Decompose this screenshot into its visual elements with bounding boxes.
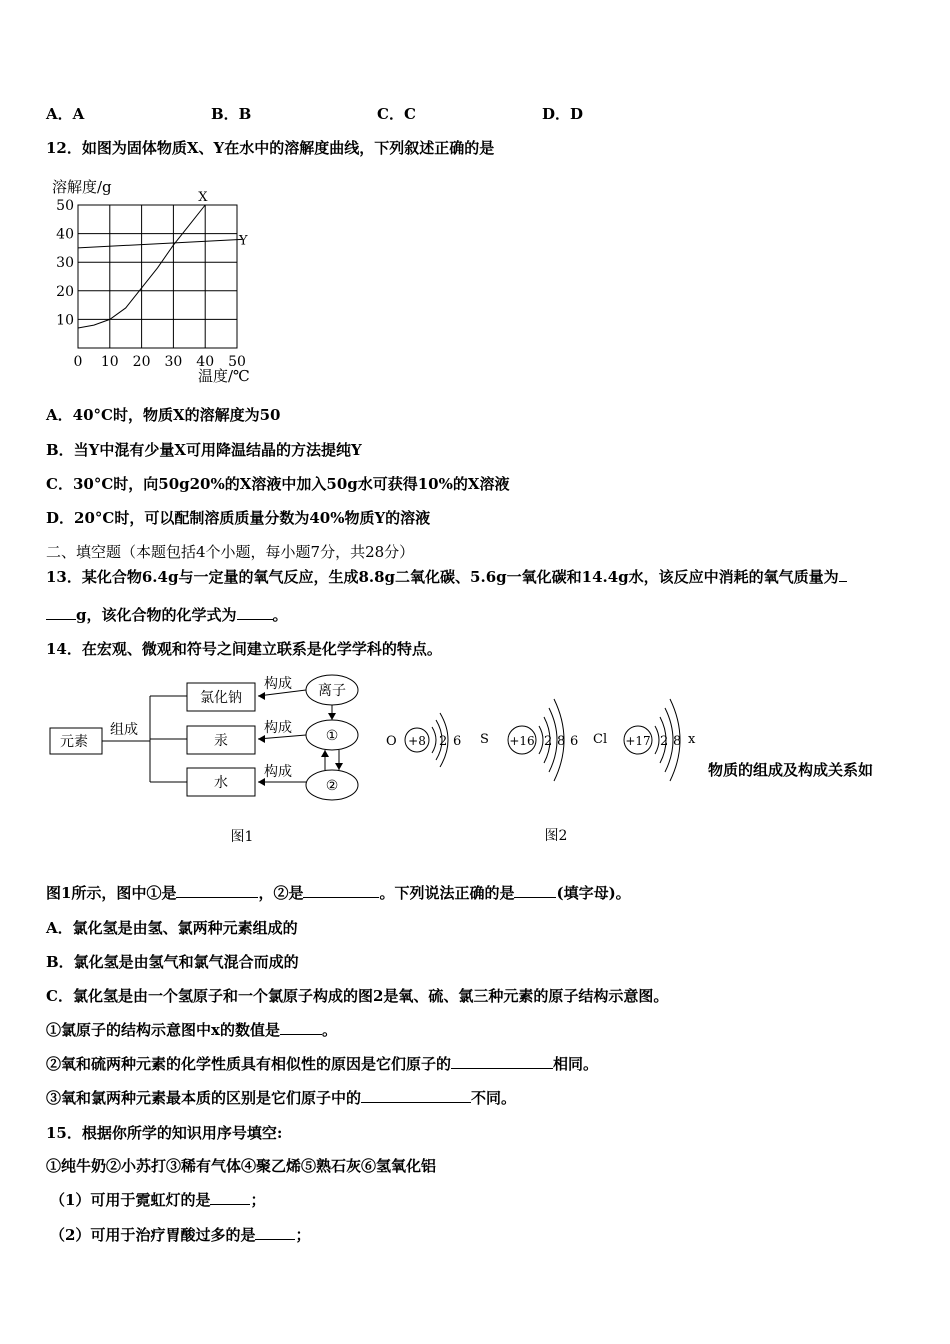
solubility-chart <box>40 172 270 390</box>
q13-text-1: 13．某化合物6.4g与一定量的氧气反应，生成8.8g二氧化碳、5.6g一氧化碳和14.4g水，该反应中消耗的氧气质量为 <box>46 568 839 586</box>
q14-blank-3[interactable] <box>514 883 556 898</box>
figure-1-caption: 图1 <box>230 829 254 845</box>
particle-ion-label: 离子 <box>318 683 346 699</box>
sulfur-shell-2: 8 <box>557 734 566 749</box>
constitute-label-3: 构成 <box>264 764 292 780</box>
q14-sub3-end: 不同。 <box>471 1089 517 1107</box>
x-tick-label: 20 <box>132 354 151 370</box>
option-a: A．A <box>46 105 85 123</box>
constitute-label-1: 构成 <box>264 676 292 692</box>
chlorine-symbol: Cl <box>593 732 608 747</box>
q12-option-a: A．40°C时，物质X的溶解度为50 <box>46 406 281 424</box>
figure-2 <box>370 680 710 850</box>
option-d: D．D <box>542 105 584 123</box>
q13-blank-2[interactable] <box>237 605 273 620</box>
oxygen-symbol: O <box>386 734 397 749</box>
q14-sub2-end: 相同。 <box>553 1055 599 1073</box>
sulfur-shell-1: 2 <box>544 734 553 749</box>
q15-sub-1 <box>50 1189 265 1210</box>
y-tick-label: 10 <box>56 312 74 329</box>
y-tick-label: 20 <box>56 283 74 300</box>
oxygen-shell-2: 6 <box>453 734 462 749</box>
q14-text-d: (填字母)。 <box>556 884 631 902</box>
chart-xlabel: 温度/℃ <box>198 367 250 385</box>
q15-sub2-end: ； <box>295 1226 311 1244</box>
x-tick-label: 30 <box>164 354 183 370</box>
sulfur-nucleus-charge: +16 <box>509 734 535 748</box>
figure-1 <box>46 668 376 848</box>
q14-text-a: 图1所示，图中①是 <box>46 884 177 902</box>
plot-frame <box>78 205 237 348</box>
q14-text-c: 。下列说法正确的是 <box>379 884 515 902</box>
q13-blank-1a[interactable] <box>839 567 847 582</box>
element-label: 元素 <box>60 734 88 750</box>
series-y-label: Y <box>239 233 248 249</box>
x-tick-label: 50 <box>228 354 246 370</box>
q12-option-b: B．当Y中混有少量X可用降温结晶的方法提纯Y <box>46 441 362 459</box>
q14-sub3-text: ③氧和氯两种元素最本质的区别是它们原子中的 <box>46 1089 362 1107</box>
q15-sub2-text: （2）可用于治疗胃酸过多的是 <box>50 1226 256 1244</box>
q14-sub3-blank[interactable] <box>361 1088 471 1103</box>
q15-items: ①纯牛奶②小苏打③稀有气体④聚乙烯⑤熟石灰⑥氢氧化铝 <box>46 1157 437 1175</box>
figure-2-caption: 图2 <box>544 828 568 844</box>
section-heading: 二、填空题（本题包括4个小题，每小题7分，共28分） <box>46 543 415 561</box>
chart-grid <box>78 205 237 348</box>
q14-sub1-text: ①氯原子的结构示意图中x的数值是 <box>46 1021 280 1039</box>
q14-sub2-text: ②氧和硫两种元素的化学性质具有相似性的原因是它们原子的 <box>46 1055 452 1073</box>
q12-stem: 12．如图为固体物质X、Y在水中的溶解度曲线，下列叙述正确的是 <box>46 139 495 157</box>
x-tick-label: 40 <box>196 354 215 370</box>
x-tick-label: 10 <box>100 354 119 370</box>
substance-sodium-chloride: 氯化钠 <box>200 690 242 706</box>
q14-fill-line <box>46 882 631 903</box>
series-x-label: X <box>198 190 208 205</box>
q15-sub-2 <box>50 1224 310 1245</box>
particle-2-label: ② <box>325 778 339 794</box>
chlorine-nucleus-charge: +17 <box>625 734 651 748</box>
y-tick-label: 40 <box>56 226 74 243</box>
series-y-line <box>78 239 242 248</box>
q14-sub-1 <box>46 1019 337 1040</box>
q12-option-c: C．30°C时，向50g20%的X溶液中加入50g水可获得10%的X溶液 <box>46 475 510 493</box>
oxygen-nucleus-charge: +8 <box>408 734 426 748</box>
q14-sub-2 <box>46 1053 598 1074</box>
chart-ticks <box>56 198 246 370</box>
sulfur-symbol: S <box>480 732 489 747</box>
q13-line1 <box>46 566 847 587</box>
q14-sub1-blank[interactable] <box>280 1020 322 1035</box>
q13-line2 <box>46 604 288 625</box>
chlorine-shell-3: x <box>688 732 696 747</box>
q14-sub1-end: 。 <box>321 1021 337 1039</box>
q14-sub-3 <box>46 1087 516 1108</box>
figure-side-text: 物质的组成及构成关系如 <box>708 761 874 779</box>
q14-sub2-blank[interactable] <box>451 1054 553 1069</box>
compose-label: 组成 <box>110 722 138 738</box>
oxygen-shell-1: 2 <box>439 734 448 749</box>
chlorine-shell-2: 8 <box>673 734 682 749</box>
q15-sub2-blank[interactable] <box>255 1225 295 1240</box>
q15-stem: 15．根据你所学的知识用序号填空: <box>46 1124 283 1142</box>
x-tick-label: 0 <box>73 354 83 370</box>
q14-option-c: C．氯化氢是由一个氢原子和一个氯原子构成的图2是氧、硫、氯三种元素的原子结构示意图。 <box>46 987 669 1005</box>
q13-blank-1b[interactable] <box>46 605 76 620</box>
q14-option-a: A．氯化氢是由氢、氯两种元素组成的 <box>46 919 298 937</box>
y-tick-label: 50 <box>56 198 74 214</box>
option-c: C．C <box>377 105 416 123</box>
q14-text-b: ，②是 <box>258 884 304 902</box>
q12-option-d: D．20°C时，可以配制溶质质量分数为40%物质Y的溶液 <box>46 509 431 527</box>
q13-text-2: g，该化合物的化学式为 <box>76 606 237 624</box>
q14-stem: 14．在宏观、微观和符号之间建立联系是化学学科的特点。 <box>46 640 442 658</box>
option-b: B．B <box>211 105 252 123</box>
y-tick-label: 30 <box>56 255 74 272</box>
chlorine-shell-1: 2 <box>660 734 669 749</box>
particle-1-label: ① <box>325 728 339 744</box>
q13-text-end: 。 <box>272 606 288 624</box>
sulfur-shell-3: 6 <box>570 734 579 749</box>
chart-ylabel: 溶解度/g <box>52 178 112 196</box>
q15-sub1-blank[interactable] <box>210 1190 250 1205</box>
q14-blank-1[interactable] <box>176 883 258 898</box>
q14-blank-2[interactable] <box>303 883 379 898</box>
substance-water: 水 <box>214 775 228 791</box>
constitute-label-2: 构成 <box>264 720 292 736</box>
q14-option-b: B．氯化氢是由氢气和氯气混合而成的 <box>46 953 299 971</box>
q15-sub1-text: （1）可用于霓虹灯的是 <box>50 1191 211 1209</box>
q15-sub1-end: ； <box>250 1191 266 1209</box>
substance-mercury: 汞 <box>214 733 228 749</box>
